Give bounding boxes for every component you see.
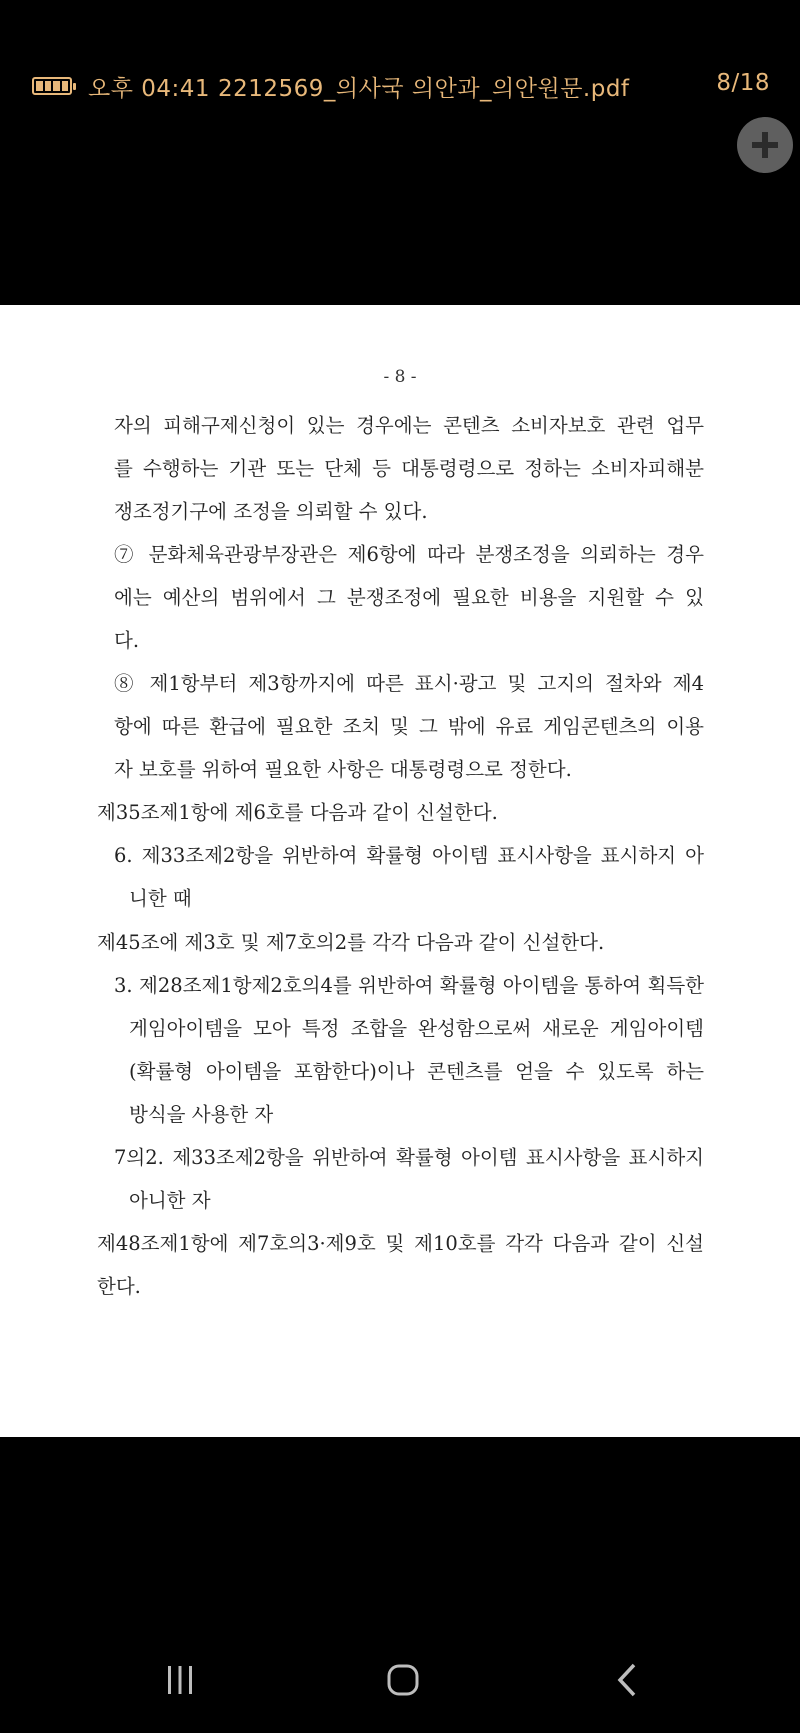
- text-line: 니한 때: [129, 887, 192, 910]
- text-line: 아니한 자: [129, 1189, 211, 1212]
- back-icon: [608, 1660, 648, 1700]
- text-line: 제35조제1항에 제6호를 다음과 같이 신설한다.: [97, 801, 498, 824]
- pdf-page: [0, 305, 800, 1437]
- text-line: 에는 예산의 범위에서 그 분쟁조정에 필요한 비용을 지원할 수 있: [114, 586, 704, 609]
- text-line: 쟁조정기구에 조정을 의뢰할 수 있다.: [114, 500, 428, 523]
- home-icon: [383, 1660, 423, 1700]
- page-number: - 8 -: [383, 367, 417, 387]
- text-line: 7의2. 제33조제2항을 위반하여 확률형 아이템 표시사항을 표시하지: [114, 1146, 704, 1169]
- text-line: 다.: [114, 629, 140, 652]
- add-button[interactable]: [737, 117, 793, 173]
- text-line: 6. 제33조제2항을 위반하여 확률형 아이템 표시사항을 표시하지 아: [114, 844, 704, 867]
- battery-icon: [32, 77, 72, 95]
- text-line: ⑧ 제1항부터 제3항까지에 따른 표시·광고 및 고지의 절차와 제4: [114, 672, 704, 695]
- text-line: 방식을 사용한 자: [129, 1103, 274, 1126]
- text-line: 한다.: [97, 1275, 141, 1298]
- recents-icon: [160, 1660, 200, 1700]
- text-line: 게임아이템을 모아 특정 조합을 완성함으로써 새로운 게임아이템: [129, 1017, 704, 1040]
- text-line: 3. 제28조제1항제2호의4를 위반하여 확률형 아이템을 통하여 획득한: [114, 974, 704, 997]
- plus-icon: [750, 130, 780, 160]
- text-line: 자 보호를 위하여 필요한 사항은 대통령령으로 정한다.: [114, 758, 572, 781]
- text-line: (확률형 아이템을 포함한다)이나 콘텐츠를 얻을 수 있도록 하는: [129, 1060, 704, 1083]
- home-button[interactable]: [373, 1655, 433, 1705]
- text-line: ⑦ 문화체육관광부장관은 제6항에 따라 분쟁조정을 의뢰하는 경우: [114, 543, 704, 566]
- navigation-bar: [0, 1437, 800, 1733]
- text-line: 항에 따른 환급에 필요한 조치 및 그 밖에 유료 게임콘텐츠의 이용: [114, 715, 704, 738]
- status-bar: [0, 0, 800, 305]
- file-name: 2212569_의사국 의안과_의안원문.pdf: [218, 76, 630, 102]
- clock: 오후 04:41: [88, 76, 211, 102]
- text-line: 를 수행하는 기관 또는 단체 등 대통령령으로 정하는 소비자피해분: [114, 457, 704, 480]
- page-indicator: 8/18: [716, 70, 770, 96]
- recents-button[interactable]: [150, 1655, 210, 1705]
- text-line: 자의 피해구제신청이 있는 경우에는 콘텐츠 소비자보호 관련 업무: [114, 414, 704, 437]
- text-line: 제45조에 제3호 및 제7호의2를 각각 다음과 같이 신설한다.: [97, 931, 605, 954]
- back-button[interactable]: [598, 1655, 658, 1705]
- text-line: 제48조제1항에 제7호의3·제9호 및 제10호를 각각 다음과 같이 신설: [97, 1232, 704, 1255]
